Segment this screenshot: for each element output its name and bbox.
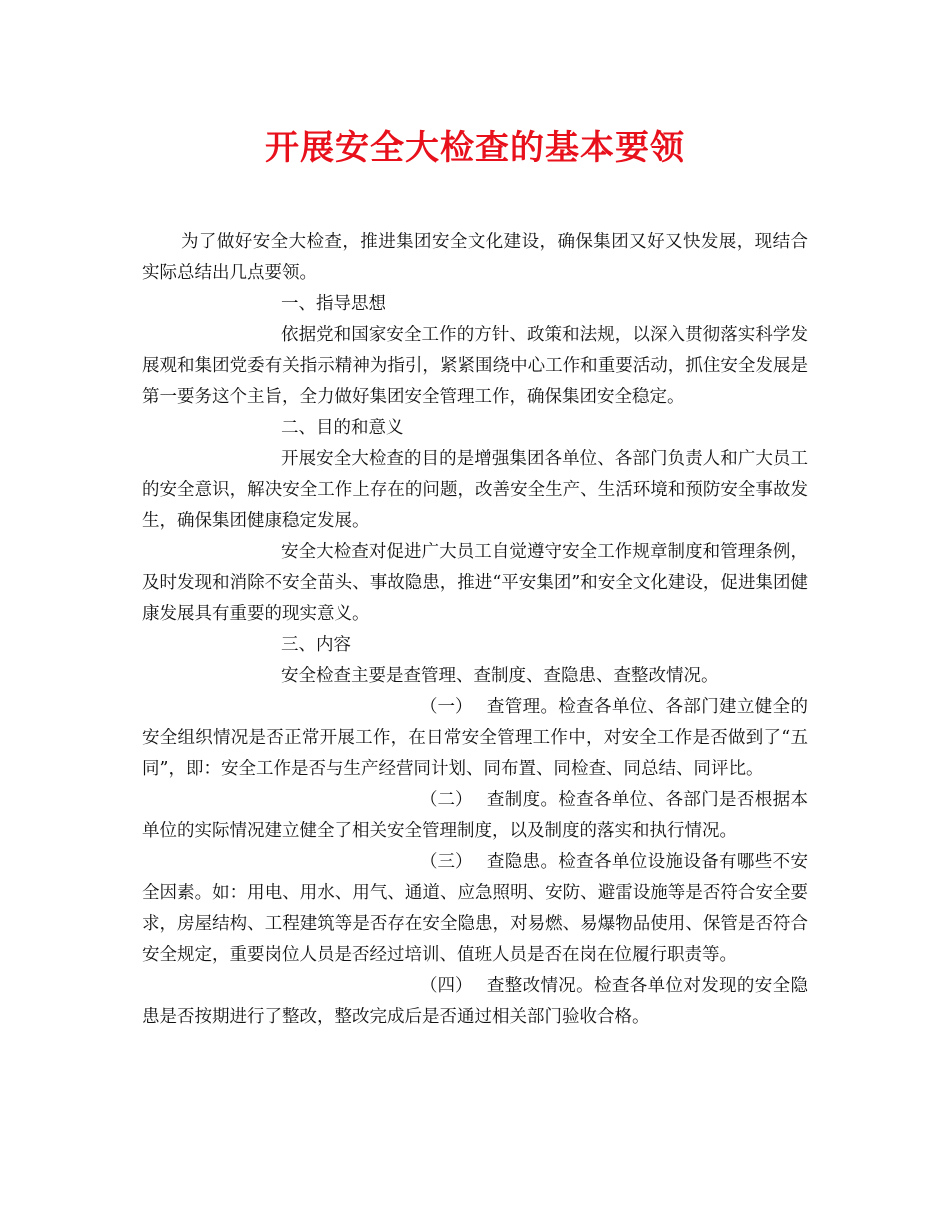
section-heading-guiding-thought: 一、指导思想 <box>281 294 386 314</box>
item-number: （三） <box>420 852 473 872</box>
intro-paragraph: 为了做好安全大检查，推进集团安全文化建设，确保集团又好又快发展，现结合实际总结出几点要领。 <box>142 232 808 283</box>
item-number: （四） <box>420 976 473 996</box>
content-item-hazards <box>142 847 808 971</box>
section-body-purpose-1: 开展安全大检查的目的是增强集团各单位、各部门负责人和广大员工的安全意识，解决安全工作上存在的问题，改善安全生产、生活环境和预防安全事故发生，确保集团健康稳定发展。 <box>142 449 808 531</box>
content-item-regulations <box>142 785 808 847</box>
section-heading-purpose: 二、目的和意义 <box>281 418 404 438</box>
item-text: 查制度。检查各单位、各部门是否根据本单位的实际情况建立健全了相关安全管理制度，以及制度的落实和执行情况。 <box>142 790 808 841</box>
item-text: 查管理。检查各单位、各部门建立健全的安全组织情况是否正常开展工作，在日常安全管理工作中，对安全工作是否做到了“五同”，即：安全工作是否与生产经营同计划、同布置、同检查、同总结、同评比。 <box>142 697 808 779</box>
section-content-summary: 安全检查主要是查管理、查制度、查隐患、查整改情况。 <box>281 666 719 686</box>
content-item-rectification <box>142 971 808 1033</box>
item-number: （二） <box>420 790 473 810</box>
section-body-guiding-thought: 依据党和国家安全工作的方针、政策和法规，以深入贯彻落实科学发展观和集团党委有关指示精神为指引，紧紧围绕中心工作和重要活动，抓住安全发展是第一要务这个主旨，全力做好集团安全管理工作，确保集团安全稳定。 <box>142 325 808 407</box>
section-body-purpose-2: 安全大检查对促进广大员工自觉遵守安全工作规章制度和管理条例，及时发现和消除不安全苗头、事故隐患，推进“平安集团”和安全文化建设，促进集团健康发展具有重要的现实意义。 <box>142 542 808 624</box>
item-text: 查整改情况。检查各单位对发现的安全隐患是否按期进行了整改，整改完成后是否通过相关部门验收合格。 <box>142 976 808 1027</box>
content-item-management <box>142 692 808 785</box>
item-text: 查隐患。检查各单位设施设备有哪些不安全因素。如：用电、用水、用气、通道、应急照明、安防、避雷设施等是否符合安全要求，房屋结构、工程建筑等是否存在安全隐患，对易燃、易爆物品使用、保管是否符合安全规定，重要岗位人员是否经过培训、值班人员是否在岗在位履行职责等。 <box>142 852 808 965</box>
section-heading-content: 三、内容 <box>281 635 351 655</box>
document-title: 开展安全大检查的基本要领 <box>265 128 685 168</box>
item-number: （一） <box>420 697 473 717</box>
